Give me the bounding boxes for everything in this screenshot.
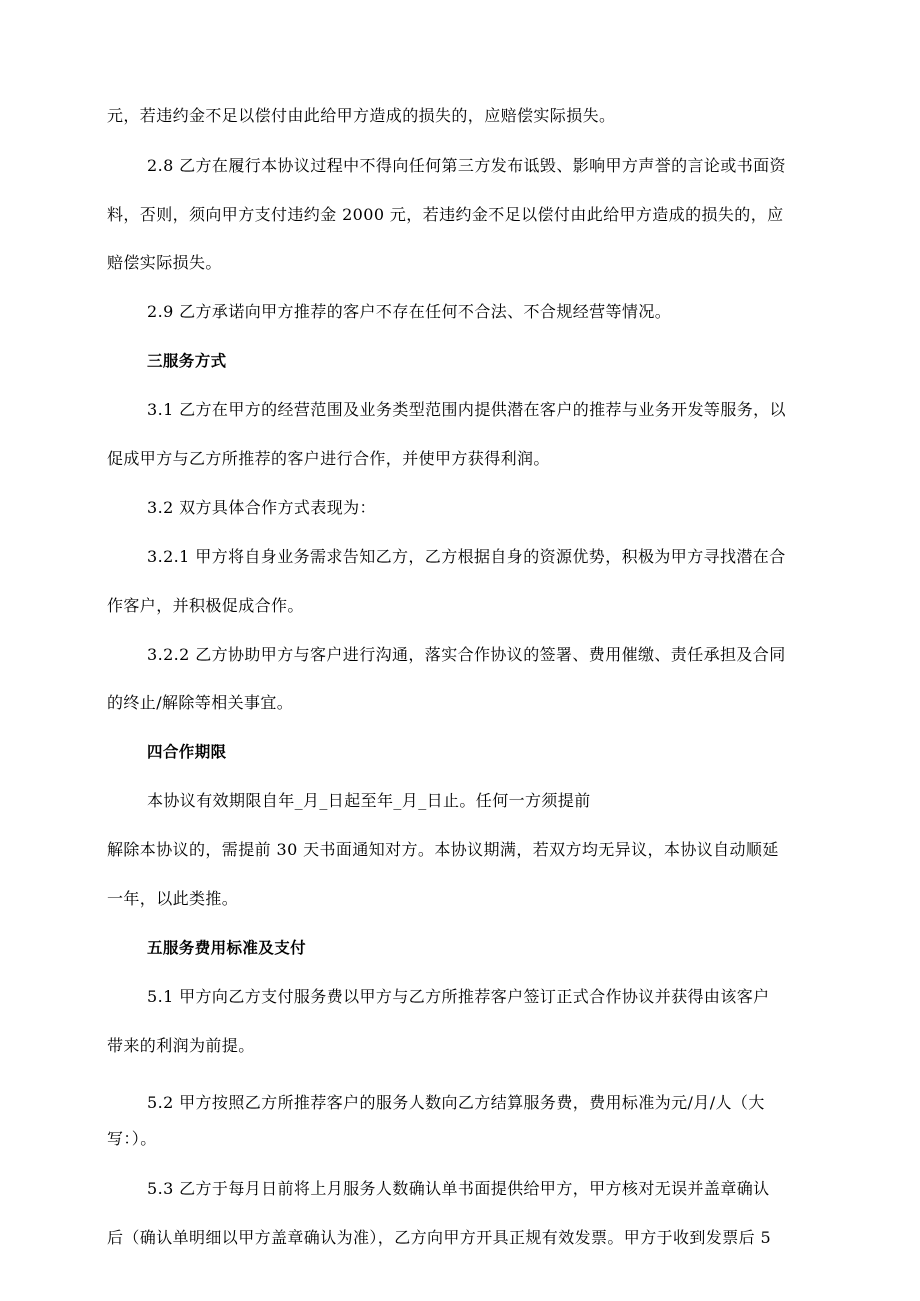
section-heading-5: 五服务费用标准及支付 <box>147 939 307 957</box>
paragraph-4-line-1: 本协议有效期限自年_月_日起至年_月_日止。任何一方须提前 <box>147 791 591 810</box>
paragraph-2-8-line-3: 赔偿实际损失。 <box>107 253 222 272</box>
paragraph-3-2-1-line-2: 作客户，并积极促成合作。 <box>107 596 304 615</box>
paragraph-3-2-1-line-1: 3.2.1 甲方将自身业务需求告知乙方，乙方根据自身的资源优势，积极为甲方寻找潜在合 <box>147 547 786 566</box>
paragraph-5-1-line-2: 带来的利润为前提。 <box>107 1036 255 1055</box>
paragraph-3-1-line-1: 3.1 乙方在甲方的经营范围及业务类型范围内提供潜在客户的推荐与业务开发等服务，以 <box>147 400 786 419</box>
paragraph-5-3-line-1: 5.3 乙方于每月日前将上月服务人数确认单书面提供给甲方，甲方核对无误并盖章确认 <box>147 1179 770 1198</box>
paragraph-5-2-line-1: 5.2 甲方按照乙方所推荐客户的服务人数向乙方结算服务费，费用标准为元/月/人（大 <box>147 1093 765 1112</box>
paragraph-5-1-line-1: 5.1 甲方向乙方支付服务费以甲方与乙方所推荐客户签订正式合作协议并获得由该客户 <box>147 987 770 1006</box>
paragraph-4-line-3: 一年，以此类推。 <box>107 889 239 908</box>
paragraph-2-8-line-1: 2.8 乙方在履行本协议过程中不得向任何第三方发布诋毁、影响甲方声誉的言论或书面资 <box>147 156 786 175</box>
paragraph-5-2-line-2: 写：）。 <box>107 1129 157 1148</box>
paragraph-4-line-2: 解除本协议的，需提前 30 天书面通知对方。本协议期满，若双方均无异议，本协议自动顺延 <box>107 840 779 859</box>
paragraph-3-1-line-2: 促成甲方与乙方所推荐的客户进行合作，并使甲方获得利润。 <box>107 449 550 468</box>
paragraph-3-2: 3.2 双方具体合作方式表现为： <box>147 498 376 517</box>
paragraph-2-7-tail: 元，若违约金不足以偿付由此给甲方造成的损失的，应赔偿实际损失。 <box>107 106 616 125</box>
paragraph-5-3-line-2: 后（确认单明细以甲方盖章确认为准），乙方向甲方开具正规有效发票。甲方于收到发票后 5 <box>107 1228 772 1247</box>
section-heading-4: 四合作期限 <box>147 743 227 761</box>
section-heading-3: 三服务方式 <box>147 352 227 370</box>
paragraph-3-2-2-line-2: 的终止/解除等相关事宜。 <box>107 693 294 712</box>
paragraph-2-8-line-2: 料，否则，须向甲方支付违约金 2000 元，若违约金不足以偿付由此给甲方造成的损失的，应 <box>107 205 784 224</box>
paragraph-3-2-2-line-1: 3.2.2 乙方协助甲方与客户进行沟通，落实合作协议的签署、费用催缴、责任承担及合同 <box>147 645 786 664</box>
paragraph-2-9: 2.9 乙方承诺向甲方推荐的客户不存在任何不合法、不合规经营等情况。 <box>147 302 672 321</box>
